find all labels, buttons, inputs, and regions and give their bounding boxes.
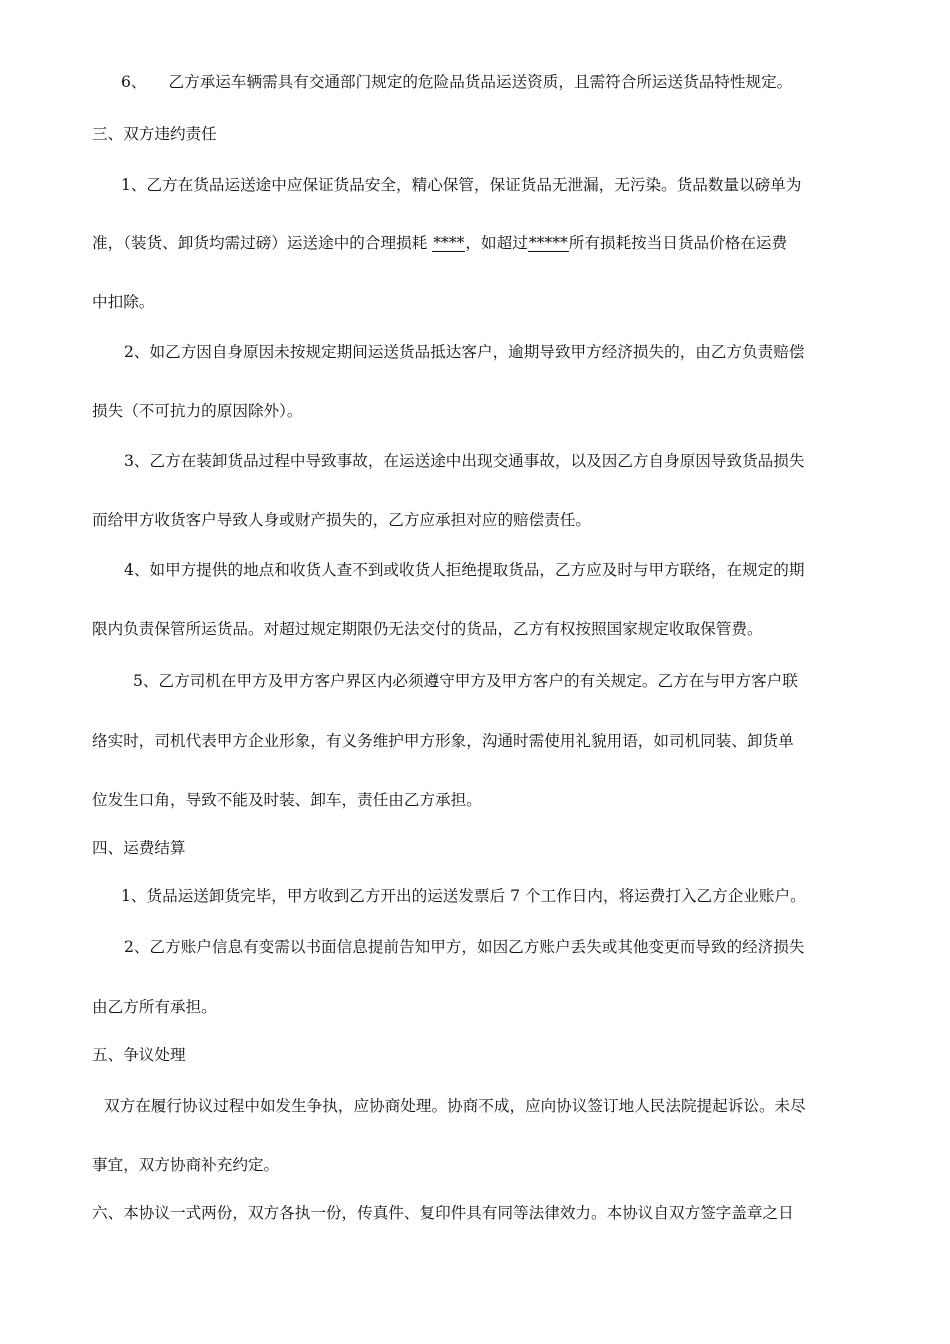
s4-p1: 1、货品运送卸货完毕，甲方收到乙方开出的运送发票后 7 个工作日内，将运费打入乙方企业账户。 [121,887,806,905]
s3-p4-line2: 限内负责保管所运货品。对超过规定期限仍无法交付的货品，乙方有权按照国家规定收取保管费。 [92,620,763,638]
s3-p2-line2: 损失（不可抗力的原因除外）。 [92,402,303,420]
s3-p5-line2: 络实时，司机代表甲方企业形象，有义务维护甲方形象，沟通时需使用礼貌用语，如司机同装、卸货单 [92,732,794,750]
section-3-title: 三、双方违约责任 [92,125,217,143]
loss-allowance-blank: **** [433,234,465,252]
s3-p3-line2: 而给甲方收货客户导致人身或财产损失的，乙方应承担对应的赔偿责任。 [92,511,592,529]
s3-p5-line1: 5、乙方司机在甲方及甲方客户界区内必须遵守甲方及甲方客户的有关规定。乙方在与甲方客户联 [133,672,798,690]
s5-p1-line2: 事宜，双方协商补充约定。 [92,1156,280,1174]
s3-p5-line3: 位发生口角，导致不能及时装、卸车，责任由乙方承担。 [92,791,482,809]
section-4-title: 四、运费结算 [92,839,186,857]
s3-p1-line2: 准，（装货、卸货均需过磅）运送途中的合理损耗 ****，如超过*****所有损耗按当日货品价格在运费 [92,234,788,252]
loss-excess-blank: ***** [528,234,568,252]
section-6-line1: 六、本协议一式两份，双方各执一份，传真件、复印件具有同等法律效力。本协议自双方签字盖章之日 [92,1204,794,1222]
s3-p4-line1: 4、如甲方提供的地点和收货人查不到或收货人拒绝提取货品，乙方应及时与甲方联络，在规定的期 [124,561,805,579]
section-5-title: 五、争议处理 [92,1046,186,1064]
s3-p1-line1: 1、乙方在货品运送途中应保证货品安全，精心保管，保证货品无泄漏，无污染。货品数量以磅单为 [121,176,802,194]
item-6-number: 6、 [121,73,147,91]
s3-p3-line1: 3、乙方在装卸货品过程中导致事故，在运送途中出现交通事故，以及因乙方自身原因导致货品损失 [124,452,805,470]
s4-p2-line1: 2、乙方账户信息有变需以书面信息提前告知甲方，如因乙方账户丢失或其他变更而导致的经济损失 [124,938,805,956]
s3-p1-line3: 中扣除。 [92,293,155,311]
s4-p2-line2: 由乙方所有承担。 [92,998,217,1016]
item-6 [121,72,792,92]
s3-p2-line1: 2、如乙方因自身原因未按规定期间运送货品抵达客户，逾期导致甲方经济损失的，由乙方负责赔偿 [124,343,805,361]
item-6-text: 乙方承运车辆需具有交通部门规定的危险品货品运送资质，且需符合所运送货品特性规定。 [168,73,793,91]
s5-p1-line1: 双方在履行协议过程中如发生争执，应协商处理。协商不成，应向协议签订地人民法院提起诉讼。未尽 [104,1097,806,1115]
